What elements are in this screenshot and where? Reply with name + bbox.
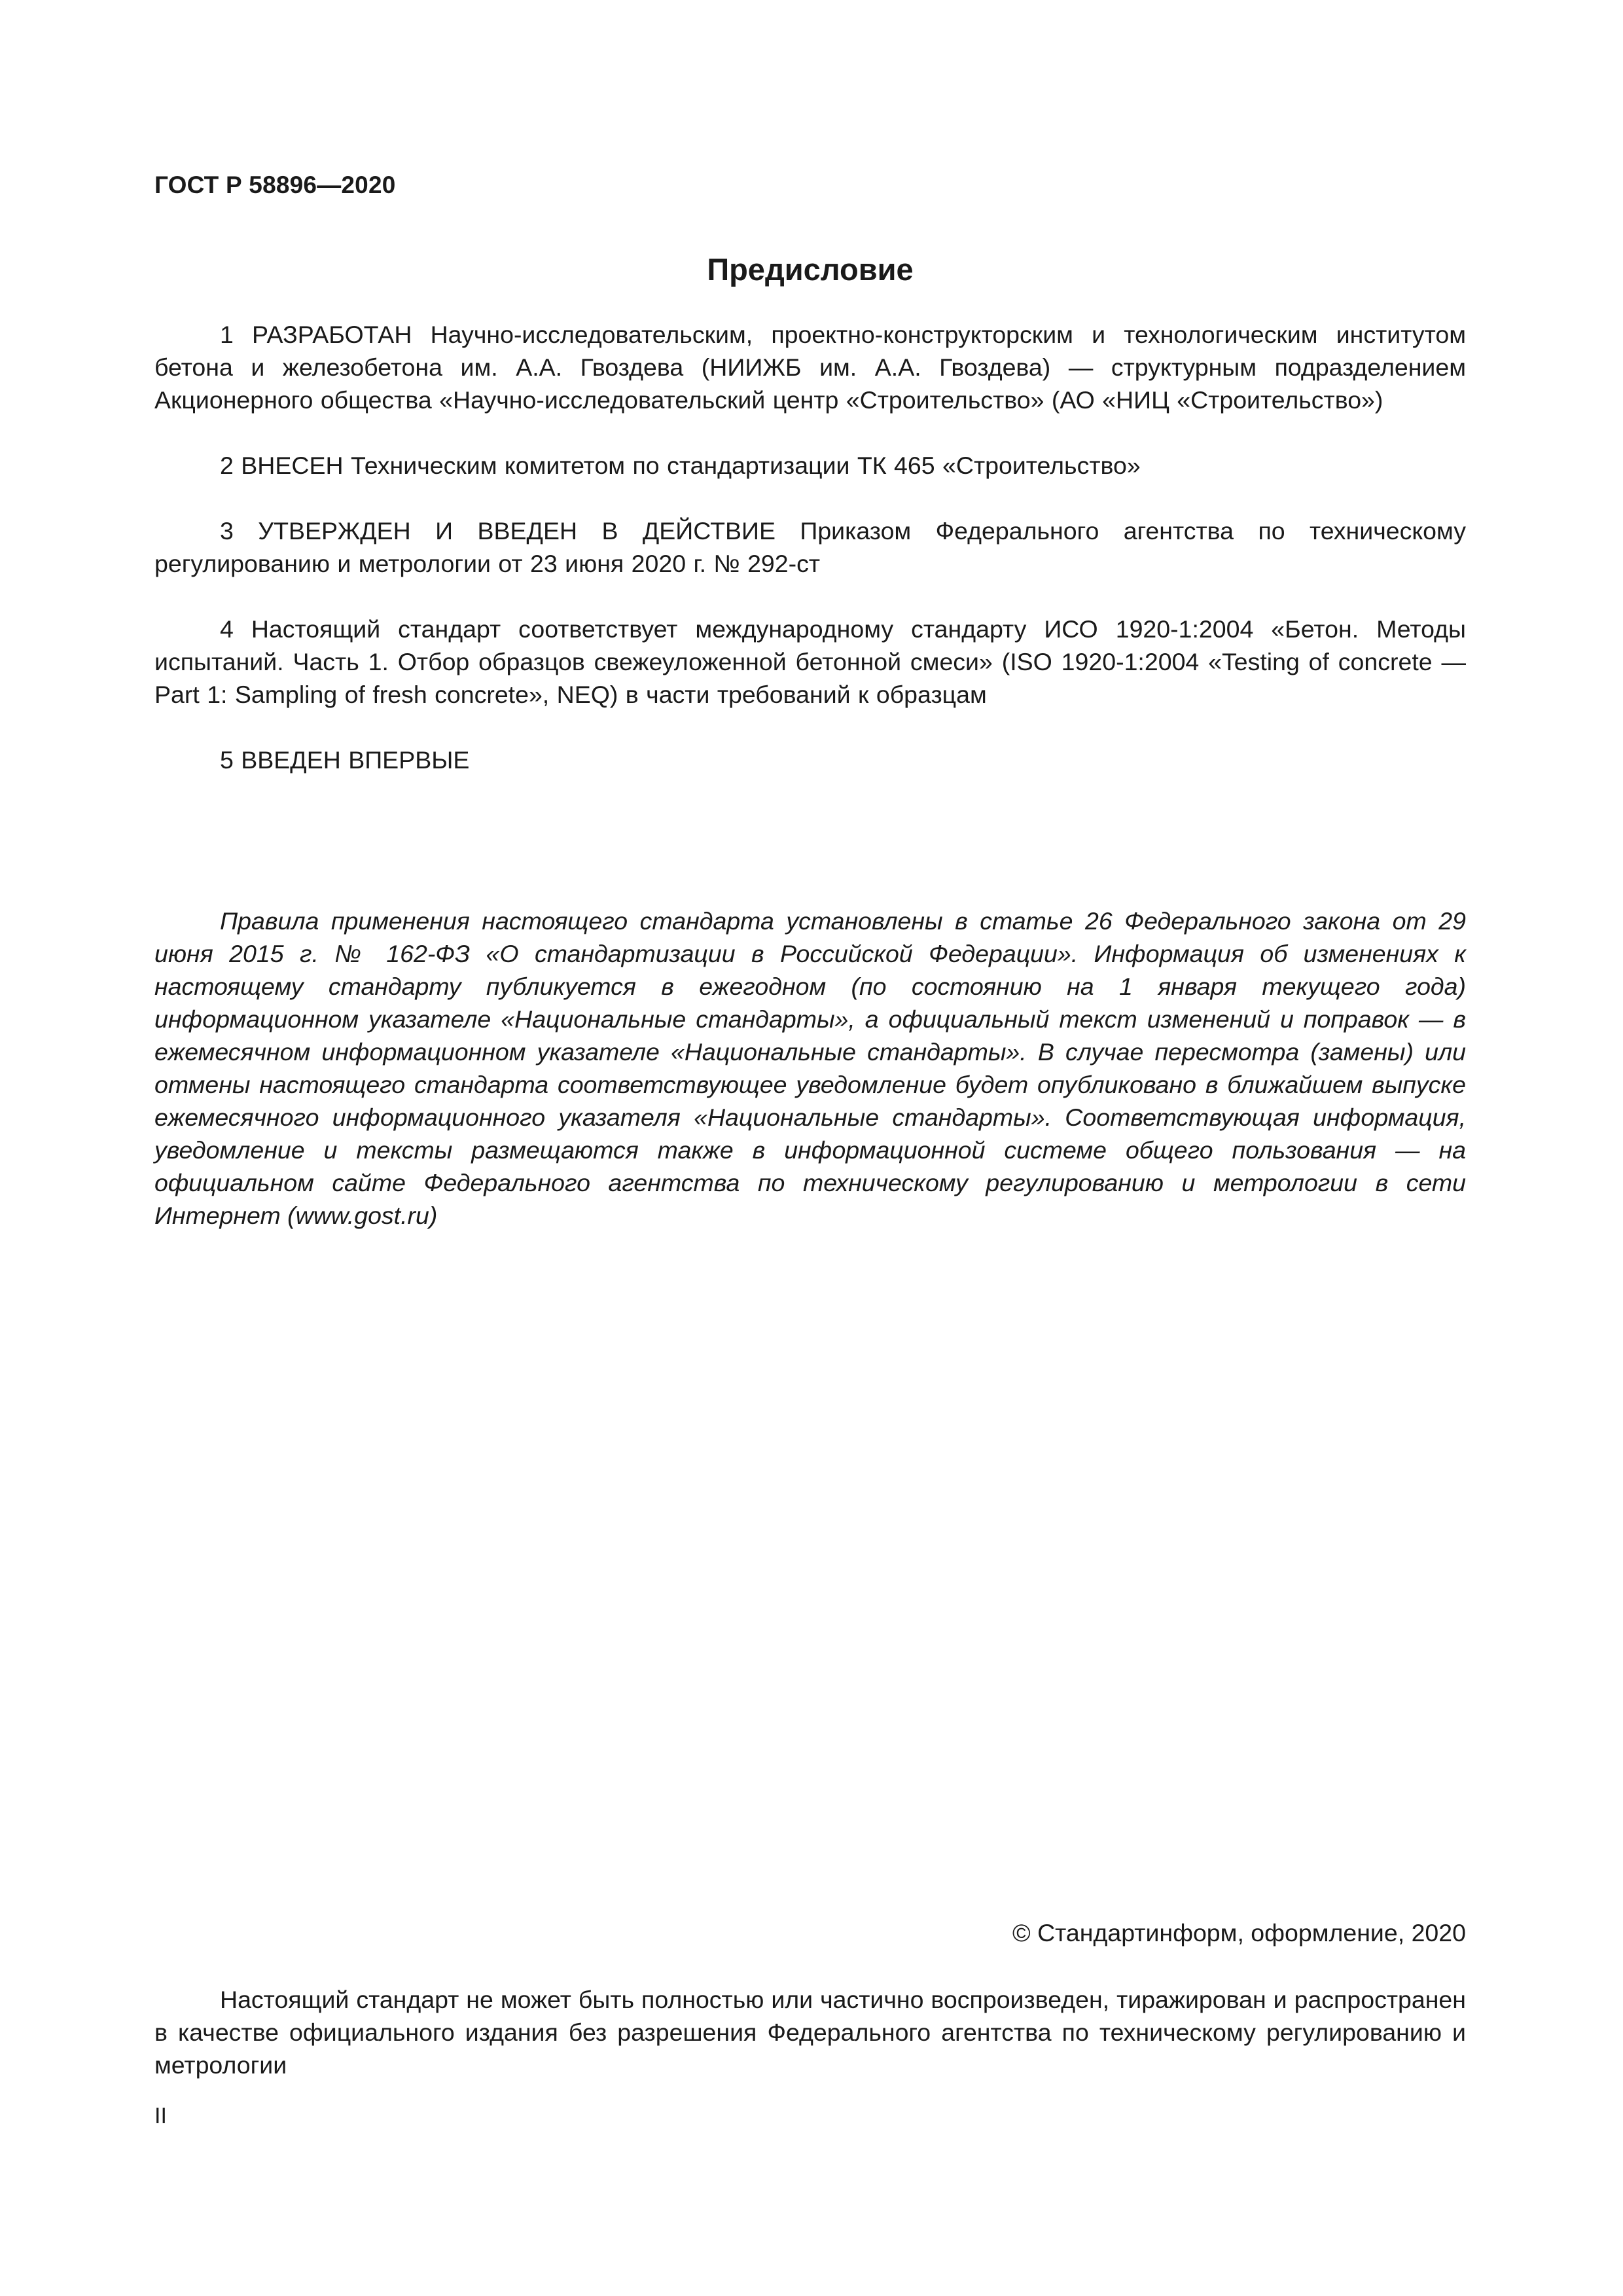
copyright-line: © Стандартинформ, оформление, 2020 <box>1012 1919 1466 1946</box>
preface-content <box>154 318 1466 809</box>
page-number: II <box>154 2104 167 2128</box>
preface-item-4: 4 Настоящий стандарт соответствует международному стандарту ИСО 1920-1:2004 «Бетон. Методы испытаний. Часть 1. Отбор образцов свежеуложенной бетонной смеси» (ISO 1920-1:2004 «Testing of concrete — Part 1: Sampling of fresh concrete», NEQ) в части требований к образцам <box>154 615 1466 708</box>
preface-item-1: 1 РАЗРАБОТАН Научно-исследовательским, проектно-конструкторским и технологическим институтом бетона и железобетона им. А.А. Гвоздева (НИИЖБ им. А.А. Гвоздева) — структурным подразделением Акционерного общества «Научно-исследовательский центр «Строительство» (АО «НИЦ «Строительство») <box>154 321 1466 414</box>
section-title: Предисловие <box>707 252 914 287</box>
application-rules-note: Правила применения настоящего стандарта установлены в статье 26 Федерального закона от 29 июня 2015 г. № 162-ФЗ «О стандартизации в Российской Федерации». Информация об изменениях к настоящему стандарту публикуется в ежегодном (по состоянию на 1 января текущего года) информационном указателе «Национальные стандарты», а официальный текст изменений и поправок — в ежемесячном информационном указателе «Национальные стандарты». В случае пересмотра (замены) или отмены настоящего стандарта соответствующее уведомление будет опубликовано в ближайшем выпуске ежемесячного информационного указателя «Национальные стандарты». Соответствующая информация, уведомление и тексты размещаются также в информационной системе общего пользования — на официальном сайте Федерального агентства по техническому регулированию и метрологии в сети Интернет (www.gost.ru) <box>154 907 1466 1229</box>
reproduction-notice: Настоящий стандарт не может быть полностью или частично воспроизведен, тиражирован и распространен в качестве официального издания без разрешения Федерального агентства по техническому регулированию и метрологии <box>154 1986 1466 2079</box>
preface-item-2: 2 ВНЕСЕН Техническим комитетом по стандартизации ТК 465 «Строительство» <box>220 452 1141 479</box>
document-code: ГОСТ Р 58896—2020 <box>154 171 396 198</box>
preface-item-5: 5 ВВЕДЕН ВПЕРВЫЕ <box>220 746 470 774</box>
preface-item-3: 3 УТВЕРЖДЕН И ВВЕДЕН В ДЕЙСТВИЕ Приказом Федерального агентства по техническому регулированию и метрологии от 23 июня 2020 г. № 292-ст <box>154 517 1466 577</box>
